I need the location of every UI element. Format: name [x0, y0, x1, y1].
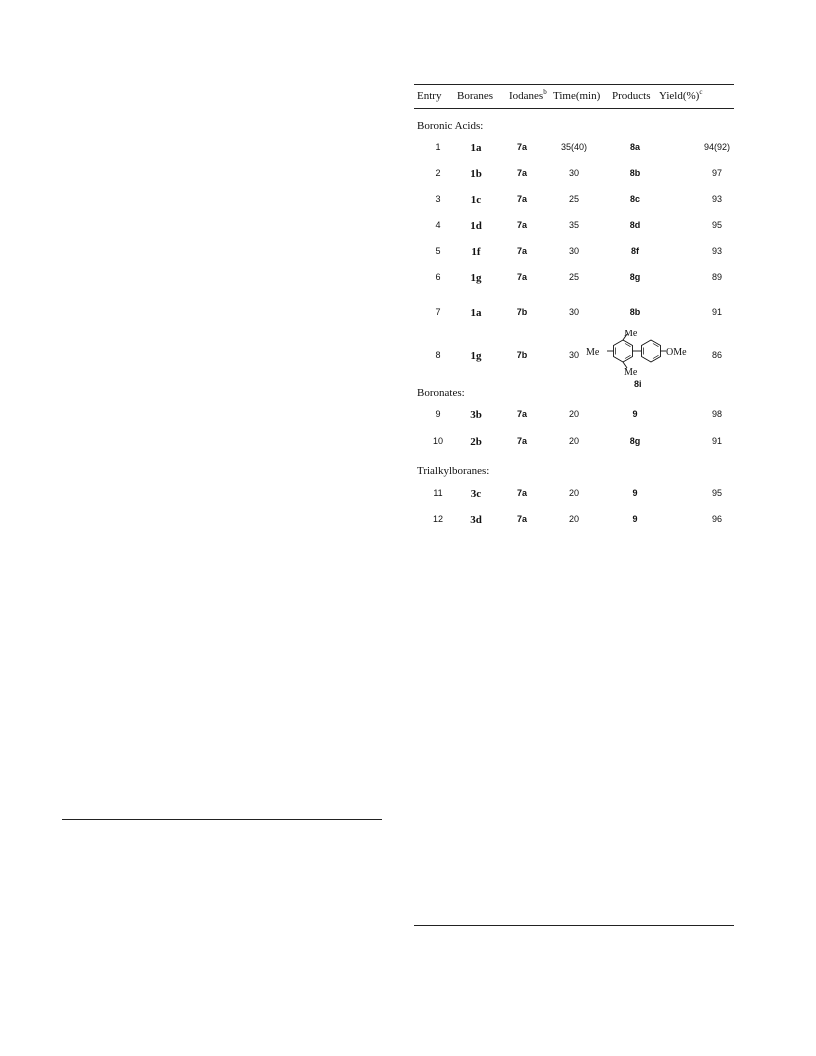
header-iodanes: Iodanes$^b$	[509, 88, 547, 102]
cell-yield: 86	[711, 350, 722, 360]
header-products: Products	[612, 90, 651, 102]
cell-borane: 3d	[470, 514, 482, 526]
cell-entry: 2	[435, 168, 441, 178]
cell-borane: 1c	[470, 194, 482, 206]
cell-iodane: 7b	[516, 350, 528, 360]
cell-product: 8g	[629, 272, 641, 282]
cell-iodane: 7a	[516, 220, 527, 230]
cell-time: 20	[568, 436, 579, 446]
cell-borane: 3c	[470, 488, 482, 500]
cell-yield: 98	[711, 409, 722, 419]
cell-borane: 1g	[470, 272, 482, 284]
cell-iodane: 7a	[516, 168, 527, 178]
cell-entry: 3	[435, 194, 441, 204]
cell-yield: 89	[711, 272, 722, 282]
cell-entry: 9	[435, 409, 441, 419]
cell-time: 35	[568, 220, 579, 230]
header-time: Time(min)	[553, 90, 601, 102]
cell-product: 8b	[629, 307, 641, 317]
cell-entry: 6	[435, 272, 441, 282]
product-8i-structure	[584, 330, 704, 392]
cell-yield: 95	[711, 488, 722, 498]
cell-borane: 1a	[470, 307, 482, 319]
struct-me-bottom: Me	[624, 367, 638, 378]
cell-borane: 1a	[470, 142, 482, 154]
cell-entry: 1	[435, 142, 441, 152]
table-bottom-rule	[414, 925, 734, 926]
struct-me-left: Me	[586, 347, 600, 358]
struct-me-top: Me	[624, 330, 638, 339]
cell-time: 25	[568, 272, 579, 282]
cell-entry: 7	[435, 307, 441, 317]
cell-iodane: 7a	[516, 246, 527, 256]
cell-product: 9	[632, 514, 638, 524]
cell-yield: 91	[711, 436, 722, 446]
header-yield: Yield(%)$^c$	[659, 88, 703, 102]
section-trialkylboranes: Trialkylboranes:	[417, 465, 490, 477]
cell-time: 30	[568, 246, 579, 256]
cell-time: 35(40)	[560, 142, 587, 152]
cell-entry: 4	[435, 220, 441, 230]
cell-yield: 94(92)	[703, 142, 730, 152]
cell-borane: 1g	[470, 350, 482, 362]
cell-time: 30	[568, 350, 579, 360]
table-header-rule	[414, 108, 734, 109]
section-boronates: Boronates:	[417, 387, 465, 399]
cell-yield: 95	[711, 220, 722, 230]
cell-product: 8f	[630, 246, 639, 256]
cell-yield: 93	[711, 246, 722, 256]
cell-borane: 1d	[470, 220, 482, 232]
cell-time: 20	[568, 409, 579, 419]
cell-entry: 11	[433, 488, 443, 498]
cell-entry: 12	[432, 514, 443, 524]
cell-borane: 1b	[470, 168, 482, 180]
cell-time: 20	[568, 514, 579, 524]
header-entry: Entry	[417, 90, 442, 102]
left-footnote-rule	[62, 819, 382, 820]
cell-iodane: 7a	[516, 142, 527, 152]
cell-iodane: 7a	[516, 436, 527, 446]
cell-time: 20	[568, 488, 579, 498]
cell-yield: 93	[711, 194, 722, 204]
cell-product: 8a	[629, 142, 640, 152]
header-boranes: Boranes	[457, 90, 494, 102]
cell-product: 8b	[629, 168, 641, 178]
cell-entry: 10	[432, 436, 443, 446]
cell-borane: 3b	[470, 409, 482, 421]
cell-product: 8c	[629, 194, 640, 204]
cell-borane: 1f	[471, 246, 481, 258]
cell-product: 9	[632, 409, 638, 419]
cell-time: 30	[568, 307, 579, 317]
cell-product: 9	[632, 488, 638, 498]
cell-iodane: 7a	[516, 272, 527, 282]
cell-time: 25	[568, 194, 579, 204]
cell-entry: 8	[435, 350, 441, 360]
cell-iodane: 7a	[516, 194, 527, 204]
cell-product: 8d	[629, 220, 641, 230]
section-boronic-acids: Boronic Acids:	[417, 120, 484, 132]
cell-yield: 97	[711, 168, 722, 178]
cell-iodane: 7a	[516, 409, 527, 419]
cell-iodane: 7a	[516, 488, 527, 498]
cell-product: 8g	[629, 436, 641, 446]
cell-yield: 91	[711, 307, 722, 317]
cell-time: 30	[568, 168, 579, 178]
cell-iodane: 7a	[516, 514, 527, 524]
cell-yield: 96	[711, 514, 722, 524]
cell-iodane: 7b	[516, 307, 528, 317]
cell-entry: 5	[435, 246, 441, 256]
table-top-rule	[414, 84, 734, 85]
cell-borane: 2b	[470, 436, 482, 448]
struct-label-8i: 8i	[634, 379, 642, 389]
struct-ome: OMe	[666, 347, 687, 358]
